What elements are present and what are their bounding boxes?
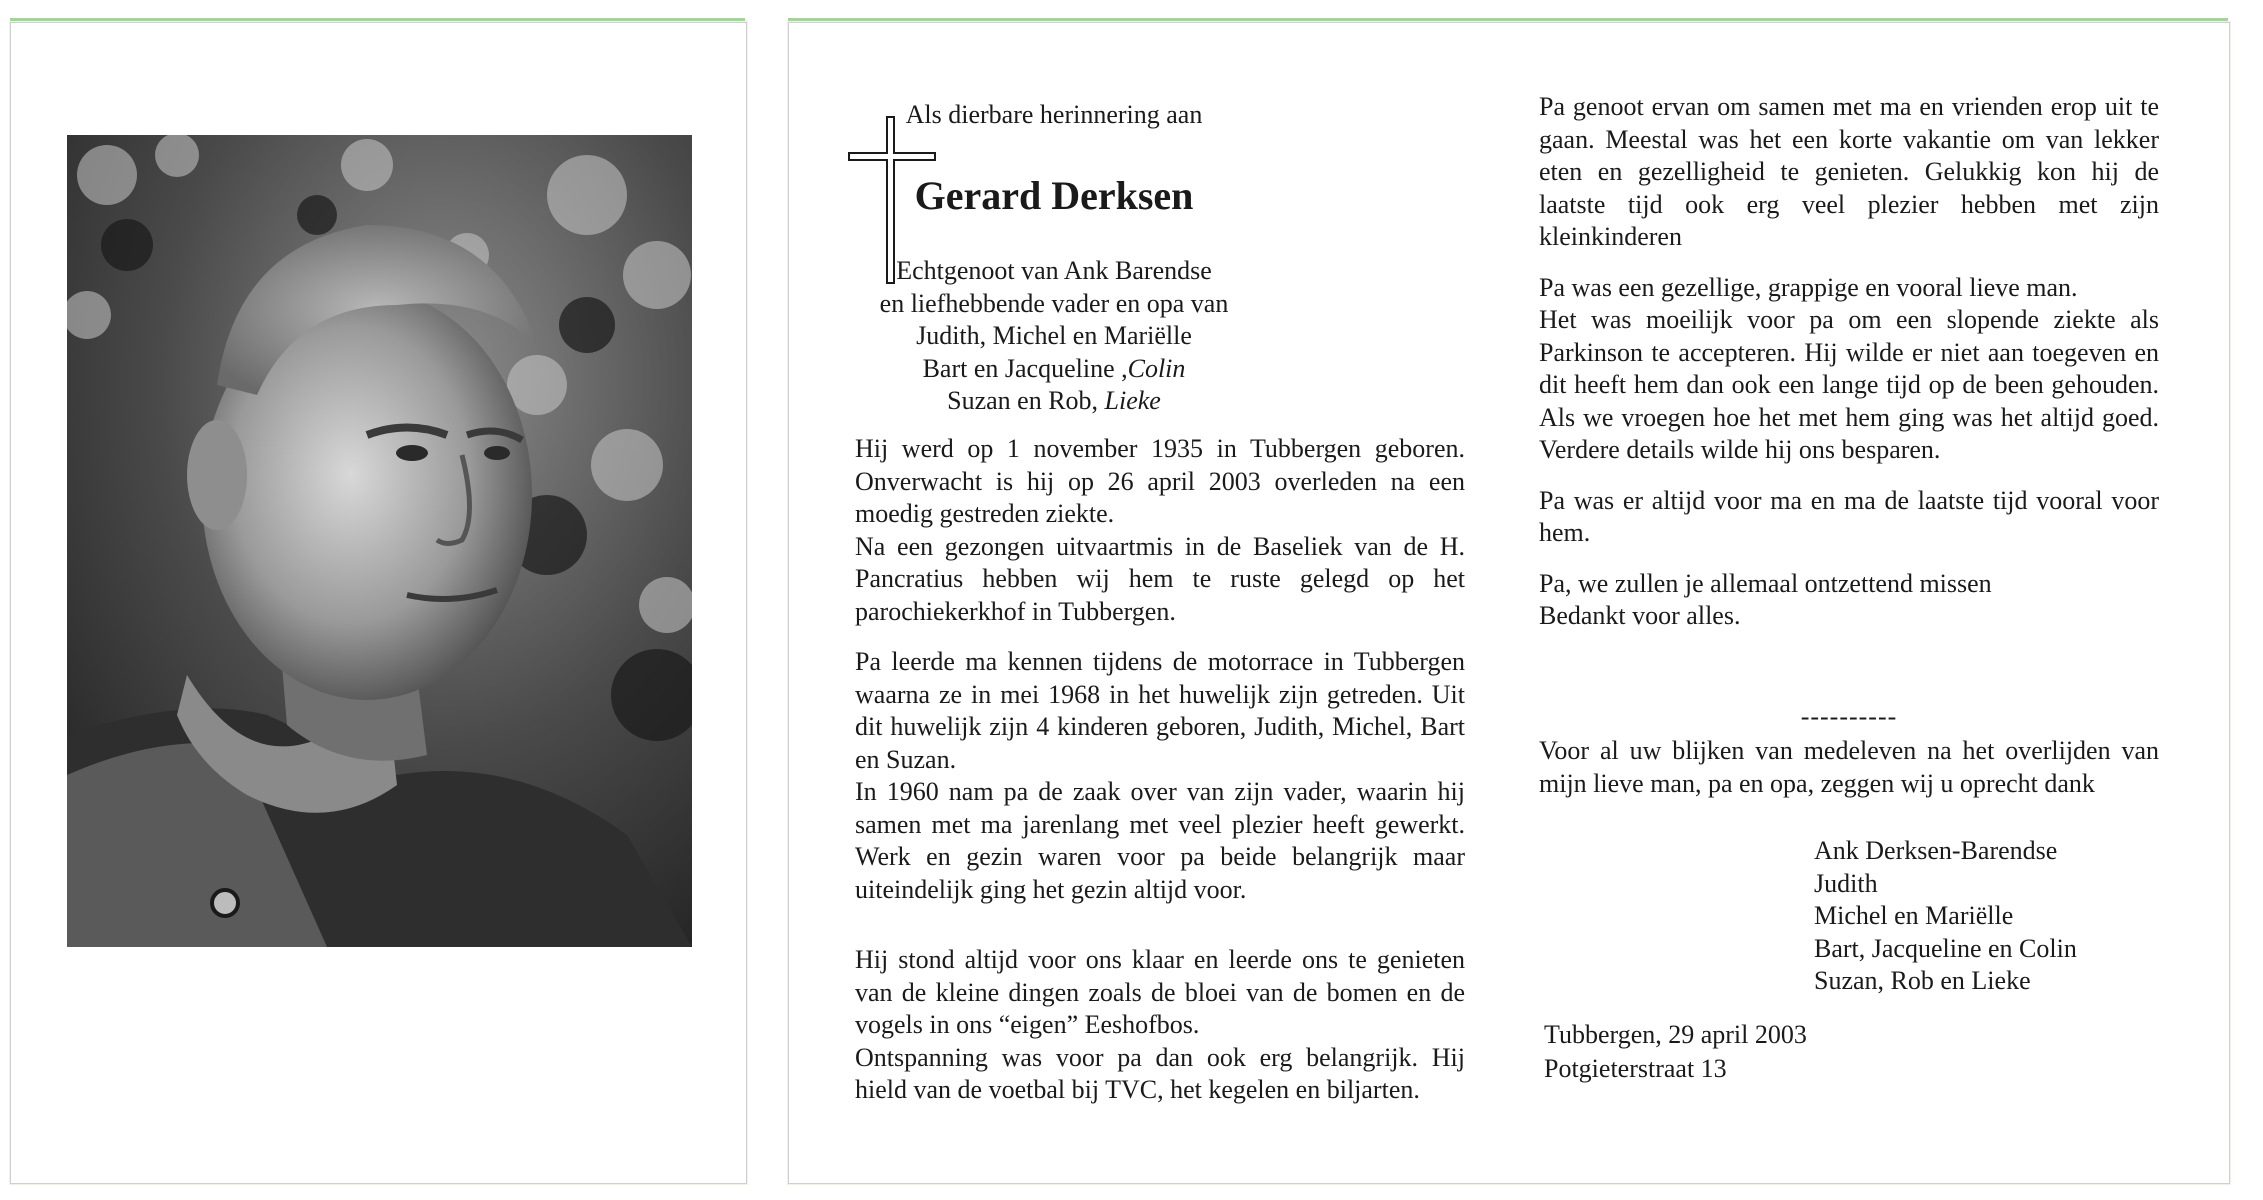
relation-line: Bart en Jacqueline ,Colin xyxy=(922,353,1186,383)
biography-column-right xyxy=(1539,91,2159,633)
paragraph-caring: Pa was er altijd voor ma en ma de laatste tijd vooral voor hem. xyxy=(1539,485,2159,547)
memorial-text-card xyxy=(788,22,2230,1184)
portrait-photo xyxy=(67,135,692,947)
signatory: Ank Derksen-Barendse xyxy=(1814,836,2058,865)
thanks-text: Voor al uw blijken van medeleven na het overlijden van mijn lieve man, pa en opa, zeggen wij u oprecht dank xyxy=(1539,736,2159,798)
signatories xyxy=(1814,835,2077,998)
paragraph-character: Pa was een gezellige, grappige en vooral lieve man. xyxy=(1539,272,2078,302)
separator-dashes: ---------- xyxy=(1800,702,1898,731)
paragraph-parkinson: Het was moeilijk voor pa om een slopende ziekte als Parkinson te accepteren. Hij wilde er niet aan toegeven en dit heeft hem dan ook een lange tijd op de been gehouden. Als we vroegen hoe het met hem ging was het altijd goed. Verdere details wilde hij ons besparen. xyxy=(1539,305,2159,464)
address: Potgieterstraat 13 xyxy=(1544,1054,1727,1083)
paragraph-birth: Hij werd op 1 november 1935 in Tubbergen geboren. Onverwacht is hij op 26 april 2003 overleden na een moedig gestreden ziekte. xyxy=(855,434,1465,528)
scan-edge xyxy=(10,18,745,21)
deceased-name: Gerard Derksen xyxy=(914,173,1194,218)
photo-card xyxy=(10,22,747,1184)
relation-line: Judith, Michel en Mariëlle xyxy=(916,321,1192,350)
signatory: Suzan, Rob en Lieke xyxy=(1814,966,2031,995)
relation-line: Suzan en Rob, Lieke xyxy=(947,386,1161,415)
signatory: Bart, Jacqueline en Colin xyxy=(1814,933,2077,963)
relation-line: Echtgenoot van Ank Barendse xyxy=(896,256,1212,285)
paragraph-funeral: Na een gezongen uitvaartmis in de Baseliek van de H. Pancratius hebben wij hem te ruste gelegd op het parochiekerkhof in Tubbergen. xyxy=(855,531,1465,626)
paragraph-vacation: Pa genoot ervan om samen met ma en vrienden erop uit te gaan. Meestal was het een korte vakantie om van lekker eten en gezelligheid te genieten. Gelukkig kon hij de laatste tijd ook erg veel plezier hebben met zijn kleinkinderen xyxy=(1539,92,2159,251)
biography-column-left xyxy=(855,433,1465,1107)
paragraph-hobbies: Ontspanning was voor pa dan ook erg belangrijk. Hij hield van de voetbal bij TVC, het kegelen en biljarten. xyxy=(855,1042,1465,1104)
paragraph-missing: Pa, we zullen je allemaal ontzettend missen xyxy=(1539,568,1992,598)
portrait-image xyxy=(67,135,692,947)
signatory: Michel en Mariëlle xyxy=(1814,901,2014,930)
paragraph-marriage: Pa leerde ma kennen tijdens de motorrace in Tubbergen waarna ze in mei 1968 in het huwelijk zijn getreden. Uit dit huwelijk zijn 4 kinderen geboren, Judith, Michel, Bart en Suzan. xyxy=(855,647,1465,774)
paragraph-thanks-all: Bedankt voor alles. xyxy=(1539,601,1741,630)
family-relations xyxy=(879,255,1229,418)
paragraph-business: In 1960 nam pa de zaak over van zijn vader, waarin hij samen met ma jarenlang met veel plezier heeft gewerkt. Werk en gezin waren voor pa beide belangrijk maar uiteindelijk ging het gezin altijd voor. xyxy=(855,777,1465,904)
scan-edge xyxy=(788,18,2228,21)
relation-line: en liefhebbende vader en opa van xyxy=(879,288,1229,318)
intro-text: Als dierbare herinnering aan xyxy=(905,100,1203,129)
paragraph-nature: Hij stond altijd voor ons klaar en leerde ons te genieten van de kleine dingen zoals de bloei van de bomen en de vogels in ons “eigen” Eeshofbos. xyxy=(855,945,1465,1039)
place-date: Tubbergen, 29 april 2003 xyxy=(1544,1020,1807,1049)
signatory: Judith xyxy=(1814,868,1878,898)
